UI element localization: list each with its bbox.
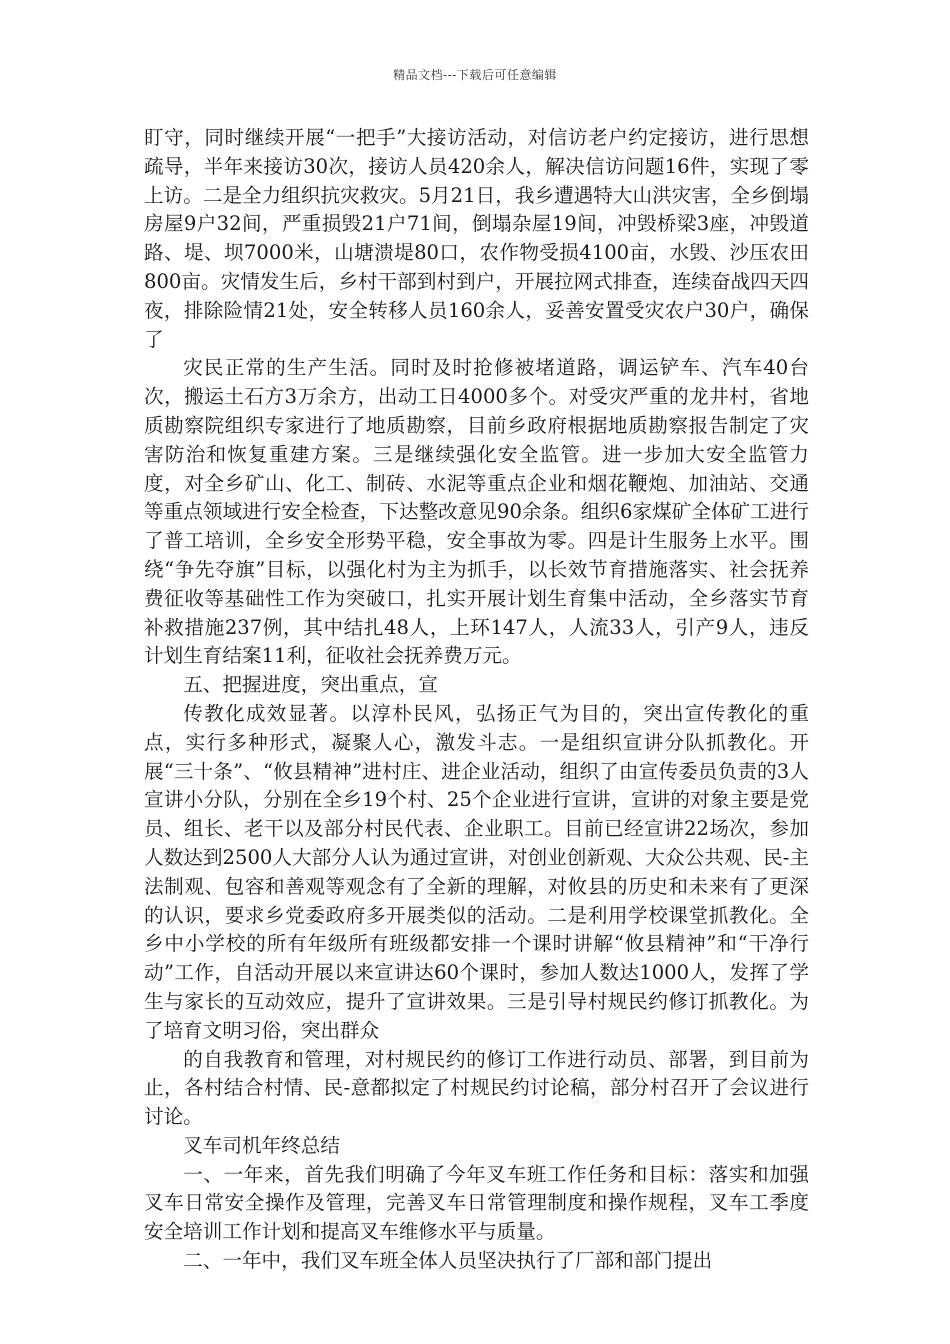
paragraph: 盯守，同时继续开展“一把手”大接访活动，对信访老户约定接访，进行思想疏导，半年来接访30次，接访人员420余人，解决信访问题16件，实现了零上访。二是全力组织抗灾救灾。5月21日，我乡遭遇特大山洪灾害，全乡倒塌房屋9户32间，严重损毁21户71间，倒塌杂屋19间，冲毁桥梁3座，冲毁道路、堤、坝7000米，山塘溃堤80口，农作物受损4100亩，水毁、沙压农田800亩。灾情发生后，乡村干部到村到户，开展拉网式排查，连续奋战四天四夜，排除险情21处，安全转移人员160余人，妥善安置受灾农户30户，确保了 [144,126,809,351]
paragraph: 五、把握进度，突出重点，宣 [183,673,438,697]
paragraph: 二、一年中，我们叉车班全体人员坚决执行了厂部和部门提出 [183,1249,713,1273]
paragraph: 传教化成效显著。以淳朴民风，弘扬正气为目的，突出宣传教化的重点，实行多种形式，凝聚人心，激发斗志。一是组织宣讲分队抓教化。开展“三十条”、“攸县精神”进村庄、进企业活动，组织了由宣传委员负责的3人宣讲小分队，分别在全乡19个村、25个企业进行宣讲，宣讲的对象主要是党员、组长、老干以及部分村民代表、企业职工。目前已经宣讲22场次，参加人数达到2500人大部分人认为通过宣讲，对创业创新观、大众公共观、民-主法制观、包容和善观等观念有了全新的理解，对攸县的历史和未来有了更深的认识，要求乡党委政府多开展类似的活动。二是利用学校课堂抓教化。全乡中小学校的所有年级所有班级都安排一个课时讲解“攸县精神”和“干净行动”工作，自活动开展以来宣讲达60个课时，参加人数达1000人，发挥了学生与家长的互动效应，提升了宣讲效果。三是引导村规民约修订抓教化。为了培育文明习俗，突出群众 [144,701,809,1042]
paragraph: 灾民正常的生产生活。同时及时抢修被堵道路，调运铲车、汽车40台次，搬运土石方3万余方，出动工日4000多个。对受灾严重的龙井村，省地质勘察院组织专家进行了地质勘察，目前乡政府根据地质勘察报告制定了灾害防治和恢复重建方案。三是继续强化安全监管。进一步加大安全监管力度，对全乡矿山、化工、制砖、水泥等重点企业和烟花鞭炮、加油站、交通等重点领域进行安全检查，下达整改意见90余条。组织6家煤矿全体矿工进行了普工培训，全乡安全形势平稳，安全事故为零。四是计生服务上水平。围绕“争先夺旗”目标，以强化村为主为抓手，以长效节育措施落实、社会抚养费征收等基础性工作为突破口，扎实开展计划生育集中活动，全乡落实节育补救措施237例，其中结扎48人，上环147人，人流33人，引产9人，违反计划生育结案11利，征收社会抚养费万元。 [144,356,809,668]
page-header: 精品文档---下载后可任意编辑 [393,68,557,82]
section-title: 叉车司机年终总结 [183,1133,340,1157]
document-body [144,124,809,1276]
paragraph: 一、一年来，首先我们明确了今年叉车班工作任务和目标：落实和加强叉车日常安全操作及管理，完善叉车日常管理制度和操作规程，叉车工季度安全培训工作计划和提高叉车维修水平与质量。 [144,1162,809,1244]
paragraph: 的自我教育和管理，对村规民约的修订工作进行动员、部署，到目前为止，各村结合村情、民-意都拟定了村规民约讨论稿，部分村召开了会议进行讨论。 [144,1047,809,1129]
